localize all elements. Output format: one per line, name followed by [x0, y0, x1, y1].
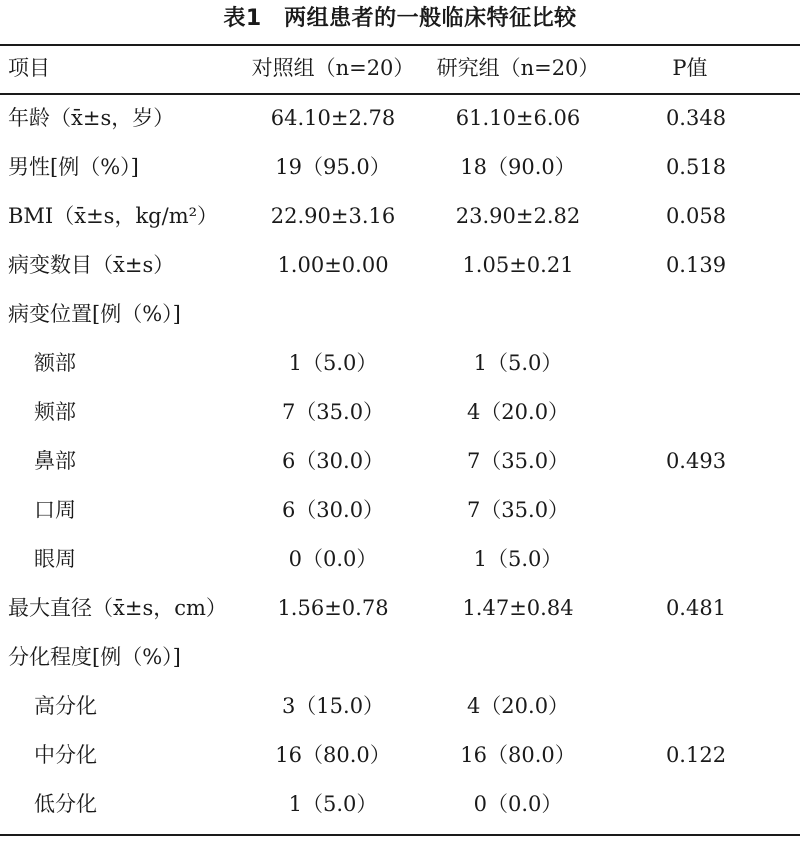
row-item-label: 低分化: [34, 792, 97, 816]
table-row: [0, 196, 800, 236]
study-value: [423, 637, 613, 677]
header-control: 对照组（n=20）: [251, 56, 415, 80]
header-rule: [0, 93, 800, 95]
p-value: [636, 294, 756, 334]
control-value: 1.56±0.78: [277, 596, 389, 620]
header-item: 项目: [8, 56, 50, 80]
row-item-label: 病变数目（x̄±s）: [8, 253, 175, 277]
header-study: 研究组（n=20）: [436, 56, 600, 80]
study-value: 1.05±0.21: [462, 253, 574, 277]
table-row: [0, 343, 800, 383]
row-item-label: 眼周: [34, 547, 76, 571]
control-value: 64.10±2.78: [270, 106, 396, 130]
row-item-label: 口周: [34, 498, 76, 522]
study-value: 23.90±2.82: [455, 204, 581, 228]
row-item-label: 病变位置[例（%）]: [8, 302, 181, 326]
study-value: 16（80.0）: [460, 743, 576, 767]
study-value: 61.10±6.06: [455, 106, 581, 130]
control-value: 7（35.0）: [281, 400, 385, 424]
p-value: [636, 392, 756, 432]
study-value: 1.47±0.84: [462, 596, 574, 620]
study-value: [423, 294, 613, 334]
control-value: [238, 294, 428, 334]
study-value: 7（35.0）: [466, 449, 570, 473]
table-row: [0, 147, 800, 187]
row-item-label: 男性[例（%）]: [8, 155, 139, 179]
study-value: 4（20.0）: [466, 694, 570, 718]
control-value: 6（30.0）: [281, 498, 385, 522]
control-value: 0（0.0）: [288, 547, 378, 571]
row-item-label: 分化程度[例（%）]: [8, 645, 181, 669]
table-row: [0, 441, 800, 481]
table-row: [0, 245, 800, 285]
p-value: [636, 686, 756, 726]
p-value: 0.058: [665, 204, 727, 228]
table-row: [0, 392, 800, 432]
row-item-label: BMI（x̄±s，kg/m²）: [8, 204, 219, 228]
control-value: 1（5.0）: [288, 792, 378, 816]
study-value: 1（5.0）: [473, 351, 563, 375]
study-value: 0（0.0）: [473, 792, 563, 816]
row-item-label: 最大直径（x̄±s，cm）: [8, 596, 227, 620]
header-row: [0, 48, 800, 88]
control-value: 6（30.0）: [281, 449, 385, 473]
study-value: 4（20.0）: [466, 400, 570, 424]
bottom-rule: [0, 834, 800, 836]
p-value: [636, 637, 756, 677]
p-value: [636, 784, 756, 824]
control-value: 1.00±0.00: [277, 253, 389, 277]
control-value: 3（15.0）: [281, 694, 385, 718]
row-item-label: 中分化: [34, 743, 97, 767]
table-row: [0, 98, 800, 138]
p-value: [636, 539, 756, 579]
row-item-label: 年龄（x̄±s，岁）: [8, 106, 175, 130]
p-value: 0.122: [665, 743, 727, 767]
control-value: [238, 637, 428, 677]
top-rule: [0, 44, 800, 46]
p-value: 0.348: [665, 106, 727, 130]
control-value: 19（95.0）: [275, 155, 391, 179]
control-value: 1（5.0）: [288, 351, 378, 375]
row-item-label: 高分化: [34, 694, 97, 718]
table-row: [0, 490, 800, 530]
header-p-value: P值: [672, 56, 708, 80]
table-row: [0, 735, 800, 775]
control-value: 22.90±3.16: [270, 204, 396, 228]
control-value: 16（80.0）: [275, 743, 391, 767]
p-value: 0.481: [665, 596, 727, 620]
p-value: 0.139: [665, 253, 727, 277]
table-title: 表1 两组患者的一般临床特征比较: [223, 6, 577, 31]
table-row: [0, 784, 800, 824]
table-row: [0, 588, 800, 628]
p-value: [636, 343, 756, 383]
study-value: 1（5.0）: [473, 547, 563, 571]
table-row: [0, 686, 800, 726]
table-row: [0, 539, 800, 579]
table-row: [0, 294, 800, 334]
table-row: [0, 637, 800, 677]
study-value: 7（35.0）: [466, 498, 570, 522]
row-item-label: 鼻部: [34, 449, 76, 473]
row-item-label: 额部: [34, 351, 76, 375]
p-value: 0.493: [665, 449, 727, 473]
p-value: 0.518: [665, 155, 727, 179]
p-value: [636, 490, 756, 530]
study-value: 18（90.0）: [460, 155, 576, 179]
row-item-label: 颊部: [34, 400, 76, 424]
